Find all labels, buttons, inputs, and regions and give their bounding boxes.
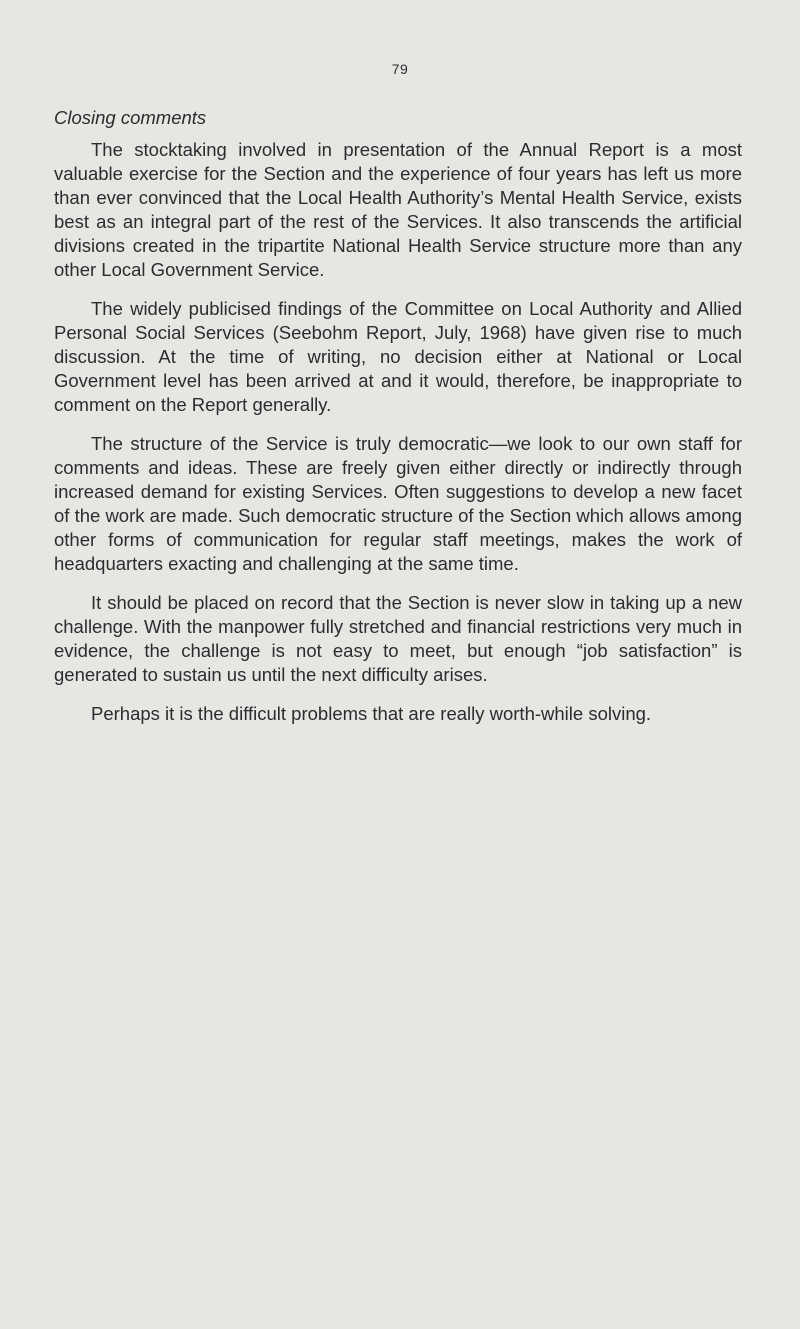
- paragraph-4: It should be placed on record that the Section is never slow in taking up a new challenge. With the manpower fully stretched and financial restrictions very much in evidence, the challenge is not easy to meet, but enough “job satisfaction” is generated to sustain us until the next difficulty arises.: [54, 592, 742, 685]
- paragraph-3: The structure of the Service is truly democratic—we look to our own staff for comments and ideas. These are freely given either directly or indirectly through increased demand for existing Services. Often suggestions to develop a new facet of the work are made. Such democratic structure of the Section which allows among other forms of communication for regular staff meetings, makes the work of headquarters exacting and challenging at the same time.: [54, 433, 742, 574]
- section-heading: Closing comments: [54, 107, 207, 128]
- body-text: [54, 138, 742, 741]
- paragraph-5: Perhaps it is the difficult problems that are really worth-while solving.: [91, 703, 652, 724]
- paragraph-2: The widely publicised findings of the Committee on Local Authority and Allied Personal Social Services (Seebohm Report, July, 1968) have given rise to much discussion. At the time of writing, no decision either at National or Local Government level has been arrived at and it would, therefore, be inappropriate to comment on the Report generally.: [54, 298, 742, 415]
- paragraph-1: The stocktaking involved in presentation of the Annual Report is a most valuable exercise for the Section and the experience of four years has left us more than ever convinced that the Local Health Authority’s Mental Health Service, exists best as an integral part of the rest of the Services. It also transcends the artificial divisions created in the tripartite National Health Service structure more than any other Local Government Service.: [54, 139, 742, 280]
- page-number: 79: [391, 61, 409, 77]
